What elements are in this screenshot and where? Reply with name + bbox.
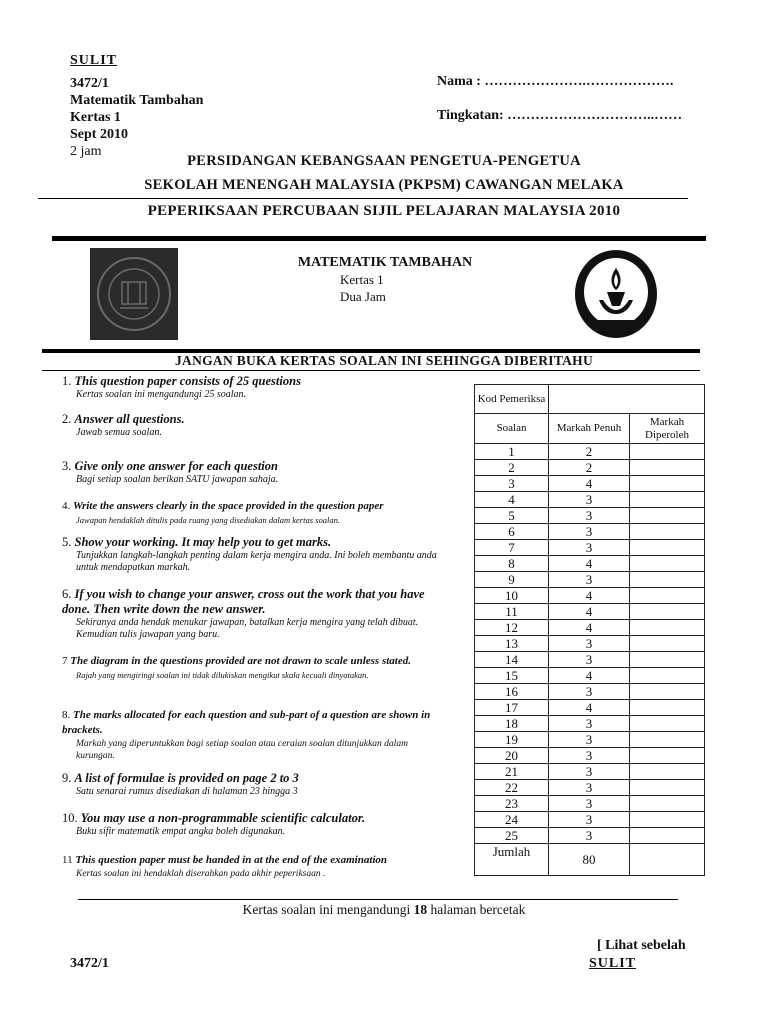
- full-marks: 4: [549, 620, 630, 636]
- instruction-text: Give only one answer for each question: [74, 459, 278, 473]
- table-row: [475, 588, 705, 604]
- header-left: [70, 52, 203, 160]
- instruction-3: [62, 459, 444, 486]
- marks-obtained-cell[interactable]: [630, 812, 705, 828]
- table-row: [475, 508, 705, 524]
- paper-code: 3472/1: [70, 76, 109, 91]
- instruction-number: 1.: [62, 374, 72, 388]
- question-number: 15: [475, 668, 549, 684]
- table-row: [475, 796, 705, 812]
- full-marks: 3: [549, 716, 630, 732]
- full-marks: 3: [549, 652, 630, 668]
- question-number: 5: [475, 508, 549, 524]
- full-marks: 3: [549, 812, 630, 828]
- instruction-number: 7: [62, 655, 68, 667]
- instruction-translation: Tunjukkan langkah-langkah penting dalam kerja mengira anda. Ini boleh membantu anda untuk mendapatkan markah.: [76, 550, 437, 573]
- full-marks: 3: [549, 572, 630, 588]
- marks-obtained-cell[interactable]: [630, 620, 705, 636]
- marks-obtained-cell[interactable]: [630, 780, 705, 796]
- table-row: [475, 732, 705, 748]
- column-marks-obtained: Markah Diperoleh: [630, 414, 705, 444]
- marks-obtained-cell[interactable]: [630, 796, 705, 812]
- marks-obtained-cell[interactable]: [630, 764, 705, 780]
- org-line-3: PEPERIKSAAN PERCUBAAN SIJIL PELAJARAN MALAYSIA 2010: [147, 203, 621, 219]
- marks-obtained-cell[interactable]: [630, 556, 705, 572]
- instruction-8: [62, 708, 444, 762]
- school-logo: [90, 248, 178, 340]
- paper-number: Kertas 1: [70, 110, 121, 125]
- instruction-translation: Sekiranya anda hendak menukar jawapan, batalkan kerja mengira yang telah dibuat. Kemudian tulis jawapan yang baru.: [76, 617, 419, 640]
- question-number: 19: [475, 732, 549, 748]
- page-count-prefix: Kertas soalan ini mengandungi: [242, 902, 411, 917]
- full-marks: 3: [549, 748, 630, 764]
- question-number: 9: [475, 572, 549, 588]
- instruction-translation: Rajah yang mengiringi soalan ini tidak dilukiskan mengikut skala kecuali dinyatakan.: [76, 670, 369, 680]
- full-marks: 3: [549, 524, 630, 540]
- org-line-1: PERSIDANGAN KEBANGSAAN PENGETUA-PENGETUA: [187, 153, 581, 169]
- instruction-2: [62, 412, 444, 439]
- divider-thin-1: [38, 198, 688, 199]
- name-field: Nama : ………………….……………….: [437, 74, 674, 89]
- table-row: [475, 540, 705, 556]
- question-number: 12: [475, 620, 549, 636]
- title-duration: Dua Jam: [340, 289, 386, 304]
- table-row: [475, 764, 705, 780]
- classification-top: SULIT: [70, 53, 118, 68]
- instruction-number: 3.: [62, 459, 72, 473]
- full-marks: 2: [549, 444, 630, 460]
- table-row: [475, 444, 705, 460]
- table-row: [475, 604, 705, 620]
- table-row: [475, 684, 705, 700]
- torch-emblem-icon: [573, 248, 659, 340]
- question-number: 2: [475, 460, 549, 476]
- footer-divider: [78, 899, 678, 900]
- full-marks: 3: [549, 796, 630, 812]
- instruction-4: [62, 499, 444, 526]
- full-marks: 3: [549, 492, 630, 508]
- instruction-translation: Kertas soalan ini hendaklah diserahkan pada akhir peperiksaan .: [76, 869, 326, 879]
- instruction-number: 6.: [62, 587, 72, 601]
- question-number: 8: [475, 556, 549, 572]
- instruction-translation: Buku sifir matematik empat angka boleh digunakan.: [76, 826, 286, 837]
- full-marks: 3: [549, 780, 630, 796]
- full-marks: 3: [549, 764, 630, 780]
- exam-date: Sept 2010: [70, 127, 128, 142]
- full-marks: 4: [549, 476, 630, 492]
- instruction-number: 8.: [62, 709, 71, 721]
- column-full-marks: Markah Penuh: [549, 414, 630, 444]
- instruction-text: The diagram in the questions provided are not drawn to scale unless stated.: [70, 655, 411, 667]
- subject-name: Matematik Tambahan: [70, 93, 204, 108]
- divider-thin-2: [42, 370, 700, 371]
- table-row: [475, 460, 705, 476]
- instruction-text: If you wish to change your answer, cross out the work that you have done. Then write down the new answer.: [62, 587, 425, 616]
- marks-obtained-cell[interactable]: [630, 636, 705, 652]
- instruction-translation: Kertas soalan ini mengandungi 25 soalan.: [76, 389, 247, 400]
- full-marks: 3: [549, 540, 630, 556]
- total-obtained-cell[interactable]: [630, 844, 705, 876]
- instruction-number: 2.: [62, 412, 72, 426]
- question-number: 20: [475, 748, 549, 764]
- examiner-code-label: Kod Pemeriksa: [475, 385, 549, 414]
- instruction-text: This question paper must be handed in at the end of the examination: [75, 854, 388, 866]
- marks-obtained-cell[interactable]: [630, 604, 705, 620]
- marks-obtained-cell[interactable]: [630, 492, 705, 508]
- table-row: [475, 652, 705, 668]
- full-marks: 4: [549, 588, 630, 604]
- marks-obtained-cell[interactable]: [630, 668, 705, 684]
- question-number: 11: [475, 604, 549, 620]
- form-field: Tingkatan: …………………………..……: [437, 108, 683, 123]
- table-row: [475, 572, 705, 588]
- instruction-number: 4.: [62, 500, 71, 512]
- marks-obtained-cell[interactable]: [630, 748, 705, 764]
- full-marks: 4: [549, 668, 630, 684]
- marks-obtained-cell[interactable]: [630, 444, 705, 460]
- school-crest-icon: [90, 248, 178, 340]
- instruction-number: 11: [62, 854, 73, 866]
- question-number: 10: [475, 588, 549, 604]
- table-row: [475, 668, 705, 684]
- table-row: [475, 620, 705, 636]
- instruction-text: This question paper consists of 25 questions: [74, 374, 301, 388]
- title-subject: MATEMATIK TAMBAHAN: [297, 255, 473, 270]
- question-number: 14: [475, 652, 549, 668]
- question-number: 24: [475, 812, 549, 828]
- title-paper: Kertas 1: [340, 272, 384, 287]
- instruction-translation: Markah yang diperuntukkan bagi setiap soalan atau ceraian soalan ditunjukkan dalam kurungan.: [76, 739, 408, 761]
- page-count-number: 18: [413, 902, 428, 917]
- marks-obtained-cell[interactable]: [630, 652, 705, 668]
- page-count-suffix: halaman bercetak: [430, 902, 526, 917]
- footer-code: 3472/1: [70, 956, 109, 971]
- total-label: Jumlah: [475, 844, 549, 876]
- instruction-10: [62, 811, 444, 838]
- org-line-2: SEKOLAH MENENGAH MALAYSIA (PKPSM) CAWANGAN MELAKA: [144, 177, 624, 193]
- table-row: [475, 556, 705, 572]
- question-number: 3: [475, 476, 549, 492]
- page-count: [0, 902, 768, 918]
- divider-thick-1: [52, 236, 706, 241]
- question-number: 17: [475, 700, 549, 716]
- instruction-text: The marks allocated for each question and sub-part of a question are shown in brackets.: [62, 709, 431, 736]
- question-number: 7: [475, 540, 549, 556]
- full-marks: 4: [549, 556, 630, 572]
- question-number: 4: [475, 492, 549, 508]
- instruction-number: 10.: [62, 811, 78, 825]
- instruction-text: Write the answers clearly in the space provided in the question paper: [73, 500, 384, 512]
- table-row: [475, 812, 705, 828]
- question-number: 18: [475, 716, 549, 732]
- full-marks: 2: [549, 460, 630, 476]
- marks-obtained-cell[interactable]: [630, 476, 705, 492]
- marks-obtained-cell[interactable]: [630, 540, 705, 556]
- instruction-translation: Bagi setiap soalan berikan SATU jawapan sahaja.: [76, 474, 279, 485]
- instruction-9: [62, 771, 444, 798]
- table-row: [475, 828, 705, 844]
- marks-obtained-cell[interactable]: [630, 524, 705, 540]
- question-number: 13: [475, 636, 549, 652]
- instruction-text: Show your working. It may help you to get marks.: [74, 535, 332, 549]
- instruction-6: [62, 587, 444, 641]
- question-number: 25: [475, 828, 549, 844]
- instruction-1: [62, 374, 444, 401]
- marks-table-body: [475, 444, 705, 844]
- full-marks: 4: [549, 700, 630, 716]
- marks-obtained-cell[interactable]: [630, 588, 705, 604]
- table-row: [475, 748, 705, 764]
- question-number: 1: [475, 444, 549, 460]
- classification-bottom: SULIT: [589, 956, 637, 971]
- instruction-text: Answer all questions.: [74, 412, 185, 426]
- question-number: 21: [475, 764, 549, 780]
- full-marks: 3: [549, 732, 630, 748]
- instruction-translation: Satu senarai rumus disediakan di halaman 23 hingga 3: [76, 786, 298, 797]
- exam-duration: 2 jam: [70, 144, 102, 159]
- marks-obtained-cell[interactable]: [630, 716, 705, 732]
- table-row: [475, 492, 705, 508]
- examiner-code-cell[interactable]: [549, 385, 705, 414]
- question-number: 23: [475, 796, 549, 812]
- question-number: 16: [475, 684, 549, 700]
- marks-table: [474, 384, 705, 876]
- table-row: [475, 476, 705, 492]
- warning-text: JANGAN BUKA KERTAS SOALAN INI SEHINGGA DIBERITAHU: [174, 353, 594, 368]
- marks-obtained-cell[interactable]: [630, 684, 705, 700]
- instruction-text: A list of formulae is provided on page 2 to 3: [74, 771, 299, 785]
- instruction-text: You may use a non-programmable scientific calculator.: [80, 811, 366, 825]
- full-marks: 3: [549, 636, 630, 652]
- table-row: [475, 700, 705, 716]
- instruction-number: 9.: [62, 771, 72, 785]
- instruction-translation: Jawapan hendaklah ditulis pada ruang yang disediakan dalam kertas soalan.: [76, 515, 340, 525]
- table-row: [475, 524, 705, 540]
- question-number: 22: [475, 780, 549, 796]
- full-marks: 3: [549, 684, 630, 700]
- full-marks: 4: [549, 604, 630, 620]
- instruction-number: 5.: [62, 535, 72, 549]
- marks-obtained-cell[interactable]: [630, 732, 705, 748]
- column-question: Soalan: [475, 414, 549, 444]
- full-marks: 3: [549, 828, 630, 844]
- instruction-5: [62, 535, 444, 574]
- pkpsm-logo: [573, 248, 659, 340]
- table-row: [475, 716, 705, 732]
- instruction-translation: Jawab semua soalan.: [76, 427, 162, 438]
- marks-obtained-cell[interactable]: [630, 700, 705, 716]
- turn-over-note: [ Lihat sebelah: [597, 938, 686, 953]
- instruction-7: [62, 654, 444, 681]
- marks-obtained-cell[interactable]: [630, 572, 705, 588]
- marks-obtained-cell[interactable]: [630, 460, 705, 476]
- full-marks: 3: [549, 508, 630, 524]
- table-row: [475, 636, 705, 652]
- marks-obtained-cell[interactable]: [630, 828, 705, 844]
- total-value: 80: [549, 844, 630, 876]
- question-number: 6: [475, 524, 549, 540]
- table-row: [475, 780, 705, 796]
- instruction-11: [62, 853, 444, 880]
- marks-obtained-cell[interactable]: [630, 508, 705, 524]
